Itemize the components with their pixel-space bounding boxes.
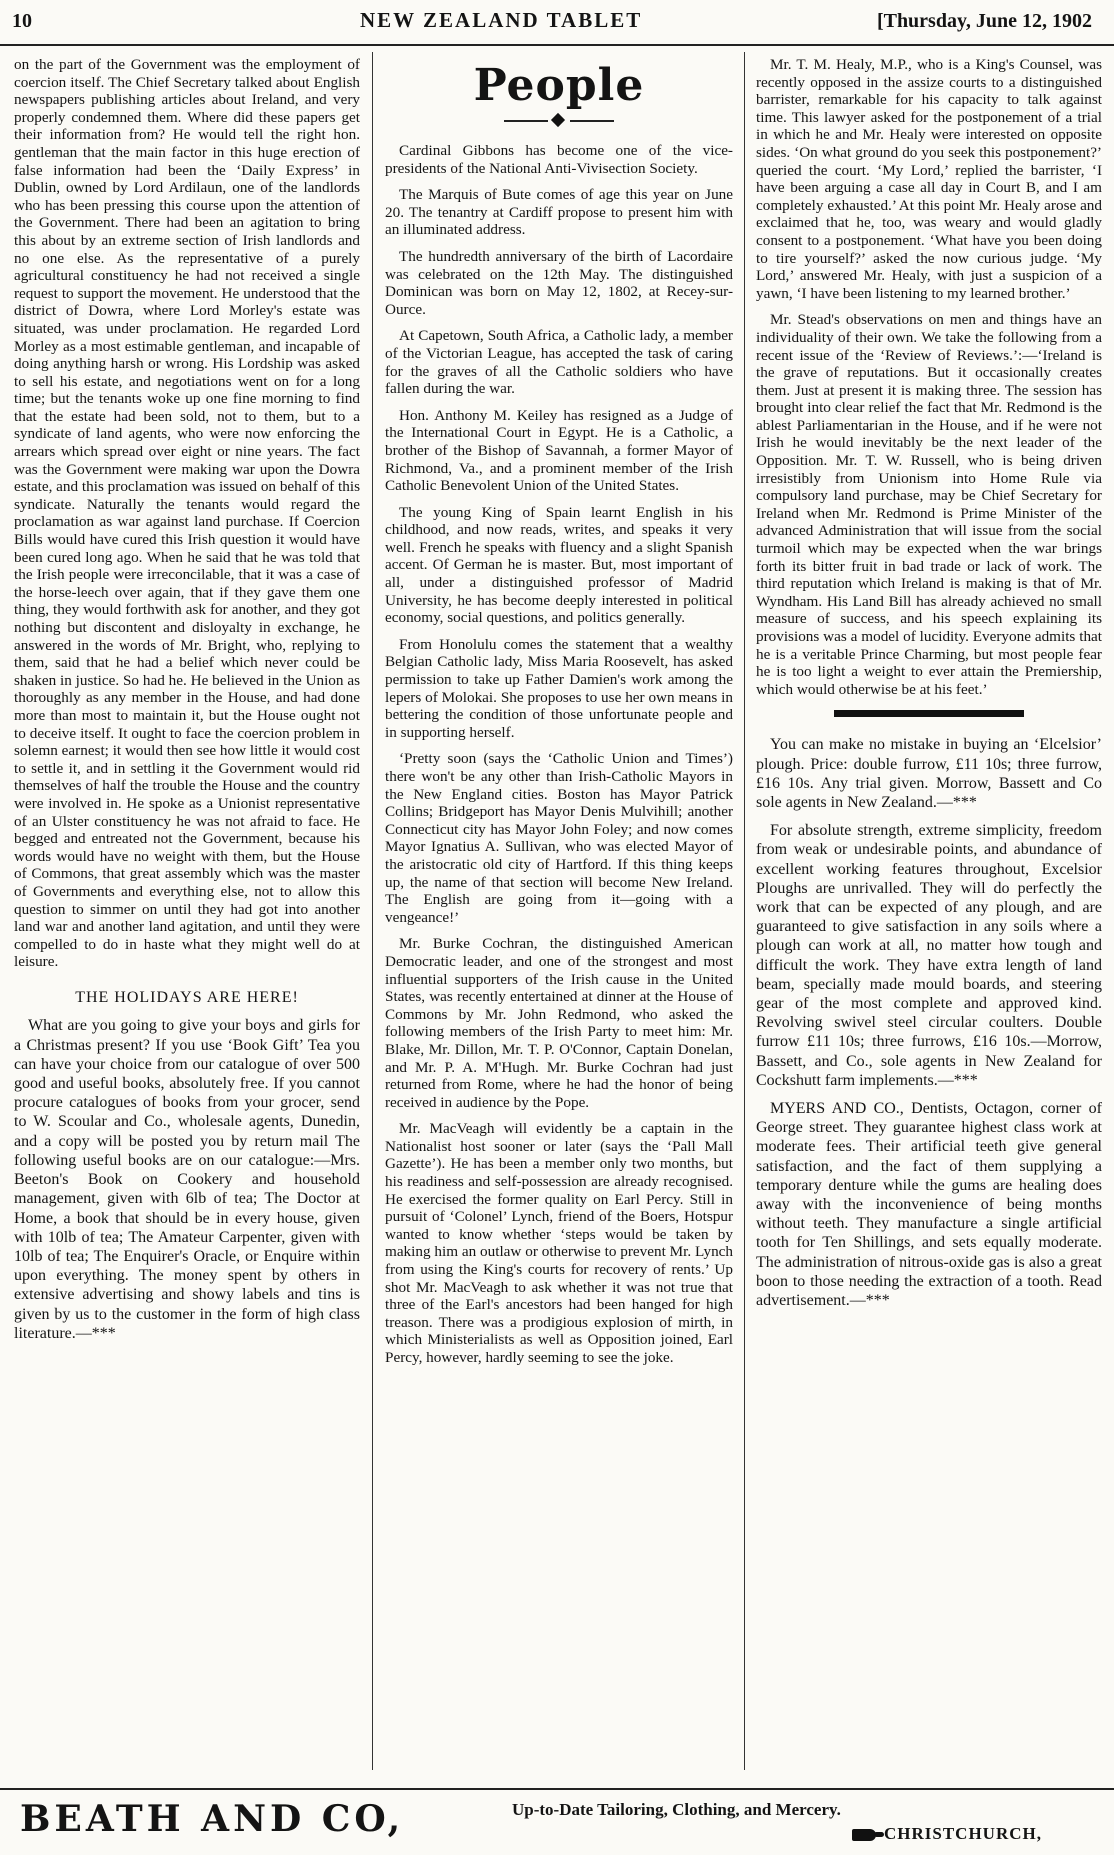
column-right <box>756 56 1102 1768</box>
news-item: Mr. MacVeagh will evidently be a captain in the Nationalist host sooner or later (says the ‘Pall Mall Gazette’). He has been a member only two months, but his readiness and self-possession are already recognised. He exercised the former quality on Earl Percy. Still in pursuit of ‘Colonel’ Lynch, friend of the Boers, Hotspur wanted to know whether ‘steps would be taken by making him an outlaw or otherwise to prevent Mr. Lynch from using the King's courts for recovery of rents.’ Up shot Mr. MacVeagh to ask whether it was not true that three of the Earl's ancestors had been hanged for high treason. There was a prodigious explosion of mirth, in which Ministerialists as well as Opposition joined, Earl Percy, however, hardly seeming to see the joke. <box>385 1120 733 1366</box>
issue-date: [Thursday, June 12, 1902 <box>876 10 1092 32</box>
column-middle <box>385 56 733 1768</box>
news-item: The Marquis of Bute comes of age this year on June 20. The tenantry at Cardiff propose to present him with an illuminated address. <box>385 186 733 239</box>
people-title: People <box>473 60 645 111</box>
footer-advert <box>0 1788 1114 1855</box>
news-item: Hon. Anthony M. Keiley has resigned as a Judge of the International Court in Egypt. He is a Catholic, a brother of the Bishop of Savannah, a former Mayor of Richmond, Va., and a prominent member of the Irish Catholic Benevolent Union of the United States. <box>385 406 733 495</box>
news-item: The hundredth anniversary of the birth of Lacordaire was celebrated on the 12th May. The distinguished Dominican was born on May 12, 1802, at Recey-sur-Ource. <box>385 247 733 318</box>
pointing-hand-icon <box>852 1829 876 1841</box>
masthead: NEW ZEALAND TABLET <box>360 8 643 32</box>
footer-brand: BEATH AND CO, <box>20 1798 405 1840</box>
diamond-icon <box>551 113 565 127</box>
news-item: ‘Pretty soon (says the ‘Catholic Union and Times’) there won't be any other than Irish-Catholic Mayors in the New England cities. Boston has Mayor Patrick Collins; Bridgeport has Mayor Denis Mulvihill; another Connecticut city has Mayor John Foley; and now comes Mayor Ignatius A. Sullivan, who was elected Mayor of the aristocratic old city of Hartford. If this thing keeps up, the name of that section will become New Ireland. The English are going from it—going with a vengeance!’ <box>385 750 733 926</box>
news-item: At Capetown, South Africa, a Catholic lady, a member of the Victorian League, has accepted the task of caring for the graves of all the Catholic soldiers who have fallen during the war. <box>385 327 733 398</box>
news-item: From Honolulu comes the statement that a wealthy Belgian Catholic lady, Miss Maria Roosevelt, has asked permission to take up Father Damien's work among the lepers of Molokai. She proposes to use her own means in bettering the condition of those unfortunate people and in supporting herself. <box>385 635 733 741</box>
section-rule <box>834 710 1024 717</box>
news-item: Mr. Burke Cochran, the distinguished American Democratic leader, and one of the strongest and most influential supporters of the Irish cause in the United States, was recently entertained at dinner at the House of Commons by Mr. John Redmond, who asked the following members of the Irish Party to meet him: Mr. Blake, Mr. Dillon, Mr. T. P. O'Connor, Captain Donelan, and Mr. P. A. M'Hugh. Mr. Burke Cochran had just returned from Rome, where he had the honor of being received in audience by the Pope. <box>385 935 733 1111</box>
column-divider <box>372 52 373 1770</box>
footer-city: CHRISTCHURCH, <box>884 1824 1042 1843</box>
news-item: Mr. T. M. Healy, M.P., who is a King's Counsel, was recently opposed in the assize courts to a distinguished barrister, remarkable for his capacity to talk against time. This lawyer asked for the postponement of a trial in which he and Mr. Healy were interested on opposite sides. ‘On what ground do you seek this postponement?’ queried the court. ‘My Lord,’ replied the barrister, ‘I have been arguing a case all day in Court B, and I am completely exhausted.’ At this point Mr. Healy arose and exclaimed that he, too, was weary and would gladly consent to a postponement. ‘What have you been doing to tire yourself?’ asked the now curious judge. ‘My Lord,’ answered Mr. Healy, with just a suspicion of a yawn, ‘I have been listening to my learned brother.’ <box>756 56 1102 302</box>
news-item: The young King of Spain learnt English in his childhood, and now reads, writes, and speaks it very well. French he speaks with fluency and a slight Spanish accent. Of German he is master. But, most important of all, under a distinguished professor of Madrid University, he has become deeply interested in political economy, social questions, and politics generally. <box>385 503 733 627</box>
holidays-heading: THE HOLIDAYS ARE HERE! <box>75 988 299 1006</box>
page-number: 10 <box>12 10 32 32</box>
holidays-paragraph: What are you going to give your boys and girls for a Christmas present? If you use ‘Book Gift’ Tea you can have your choice from our catalogue of over 500 good and useful books, absolutely free. If you cannot procure catalogues of books from your grocer, send to W. Scoular and Co., wholesale agents, Dunedin, and a copy will be posted you by return mail The following useful books are on our catalogue:—Mrs. Beeton's Book on Cookery and household management, given with 6lb of tea; The Doctor at Home, a book that should be in every house, given with 10lb of tea; The Amateur Carpenter, given with 10lb of tea; The Enquirer's Oracle, or Enquire within upon everything. The money spent by others in extensive advertising and showy labels and tins is given by us to the customer in the form of high class literature.—*** <box>14 1017 360 1342</box>
ad-paragraph: For absolute strength, extreme simplicity, freedom from weak or undesirable points, and abundance of excellent working features throughout, Excelsior Ploughs are unrivalled. They will do perfectly the work that can be expected of any plough, and are guaranteed to give satisfaction in any soils where a plough can work at all, no matter how tough and difficult the work. They have extra length of land beam, specially made mould boards, and steering gear of the most complete and approved kind. Revolving swivel steel circular coulters. Double furrow £11 10s; three furrows, £16 10s.—Morrow, Bassett, and Co., sole agents in New Zealand for Cockshutt farm implements.—*** <box>756 822 1102 1089</box>
page-header <box>0 0 1114 46</box>
ad-paragraph: You can make no mistake in buying an ‘Elcelsior’ plough. Price: double furrow, £11 10s; three furrow, £16 10s. Any trial given. Morrow, Bassett and Co sole agents in New Zealand.—*** <box>756 736 1102 811</box>
footer-city-line <box>852 1824 1042 1844</box>
column-left <box>14 56 360 1768</box>
ornament-divider <box>504 114 614 128</box>
ad-paragraph: MYERS AND CO., Dentists, Octagon, corner of George street. They guarantee highest class work at moderate fees. Their artificial teeth give general satisfaction, and the fact of them supplying a temporary denture while the gums are healing does away with the inconvenience of being months without teeth. They manufacture a single artificial tooth for Ten Shillings, and sets equally moderate. The administration of nitrous-oxide gas is also a great boon to those needing the extraction of a tooth. Read advertisement.—*** <box>756 1100 1102 1310</box>
column-divider <box>744 52 745 1770</box>
news-item: Mr. Stead's observations on men and things have an individuality of their own. We take the following from a recent issue of the ‘Review of Reviews.’:—‘Ireland is the grave of reputations. But it occasionally creates them. Just at present it is making three. The session has brought into clear relief the fact that Mr. Redmond is the ablest Parliamentarian in the House, and if he were not Irish he would inevitably be the next leader of the Opposition. Mr. T. W. Russell, who is being driven irresistibly from Unionism into Home Rule via compulsory land purchase, may be Chief Secretary for Ireland when Mr. Redmond is Prime Minister of the advanced Administration that will issue from the social turmoil which may be expected when the war brings forth its bitter fruit in bad trade or lack of work. The third reputation which Ireland is making is that of Mr. Wyndham. His Land Bill has already achieved no small measure of success, and his speech explaining its provisions was a model of lucidity. Everyone admits that he is a veritable Prince Charming, but most people fear he is too light a weight to ever attain the Premiership, which would otherwise be at his feet.’ <box>756 311 1102 698</box>
article-paragraph: on the part of the Government was the employment of coercion itself. The Chief Secretary talked about English newspapers publishing articles about Ireland, and very properly condemned them. Where did these papers get their information from? He would tell the right hon. gentleman that the main factor in this huge erection of false information had been the ‘Daily Express’ in Dublin, owned by Lord Ardilaun, one of the landlords who has been pressing this course upon the attention of the Government. There had been an agitation to bring this about by an extreme section of Irish landlords and no one else. As the representative of a purely agricultural constituency he had not received a single request to support the movement. He understood that the district of Dowra, where Lord Morley's estate was situated, was under proclamation. He regarded Lord Morley as a most estimable gentleman, and incapable of doing anything harsh or wrong. His Lordship was asked to sell his estate, and negotiations went on for a long time; but the tenants woke up one fine morning to find that the estate had been sold, not to them, but to a syndicate of land agents, who were now enforcing the arrears which spread over eight or nine years. The fact was the Government were making war upon the Dowra estate, and this proclamation was issued on behalf of this syndicate. Naturally the tenants would regard the proclamation as war against land purchase. If Coercion Bills would have cured this Irish question it would have been cured long ago. When he said that he was told that the Irish people were irreconcilable, that it was a case of the horse-leech over again, that if they gave them one thing, they would forthwith ask for another, and they got nothing but discontent and disloyalty in exchange, he answered in the words of Mr. Bright, who, replying to them, said that he had a belief which never could be shaken in justice. So had he. He believed in the Union as thoroughly as any member in the House, and had done more than most to maintain it, but the House ought not to deceive itself. It ought to face the coercion problem in solemn earnest; it would then see how little it would cost to settle it, and in settling it the Government would rid themselves of half the trouble the House and the country were involved in. He spoke as a Unionist representative of an Ulster constituency he was not afraid to face. He begged and entreated not the Government, because his words would have no weight with them, but the House of Commons, that great assembly which was the master of Governments and everything else, not to allow this question to simmer on until they had got into another land war and another land agitation, and until they were compelled to do in haste what they might well do at leisure. <box>14 56 360 971</box>
footer-tagline: Up-to-Date Tailoring, Clothing, and Mercery. <box>512 1800 841 1819</box>
news-item: Cardinal Gibbons has become one of the vice-presidents of the National Anti-Vivisection Society. <box>385 142 733 177</box>
